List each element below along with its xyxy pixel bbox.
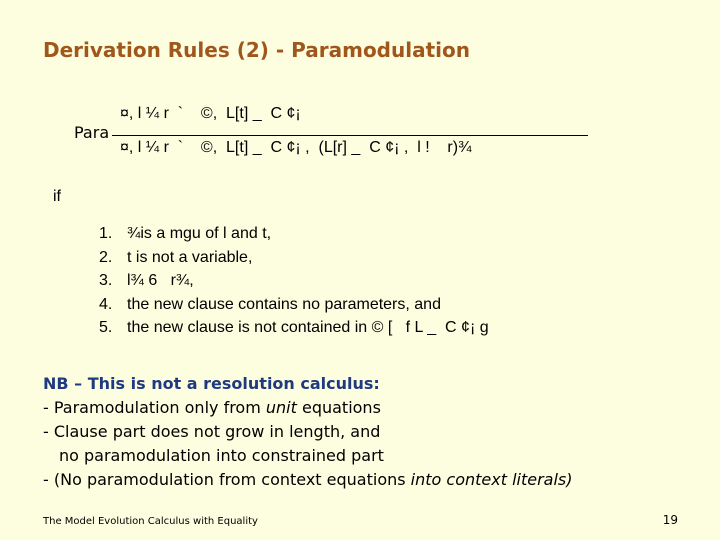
condition-text: t is not a variable,: [127, 248, 253, 266]
page-number: 19: [662, 513, 678, 527]
condition-text: l¾ 6 r¾,: [127, 272, 194, 289]
condition-item: [99, 296, 489, 320]
rule-conclusion: ¤, l ¼ r ` ©, L[t] _ C ¢¡ , (L[r] _ C ¢¡ , l ! r)¾: [120, 139, 472, 156]
condition-text: ¾is a mgu of l and t,: [127, 225, 272, 242]
nb-line: - Clause part does not grow in length, and: [43, 422, 381, 441]
rule-name: Para: [74, 123, 110, 142]
nb-line: - (No paramodulation from context equations into context literals): [43, 470, 573, 489]
condition-item: [99, 272, 489, 296]
condition-item: [99, 319, 489, 343]
footer-title: The Model Evolution Calculus with Equality: [43, 516, 258, 527]
nb-line: - Paramodulation only from unit equations: [43, 398, 381, 417]
condition-number: 3.: [99, 272, 113, 289]
inference-line: [112, 135, 588, 136]
condition-number: 2.: [99, 248, 113, 266]
nb-heading: NB – This is not a resolution calculus:: [43, 374, 380, 393]
condition-list: [99, 225, 489, 343]
nb-note: [43, 372, 573, 492]
condition-item: [99, 249, 489, 273]
slide-title: Derivation Rules (2) - Paramodulation: [43, 38, 470, 62]
condition-number: 1.: [99, 225, 113, 242]
nb-line: no paramodulation into constrained part: [59, 446, 384, 465]
rule-premise: ¤, l ¼ r ` ©, L[t] _ C ¢¡: [120, 105, 301, 122]
condition-number: 5.: [99, 319, 113, 336]
condition-text: the new clause is not contained in © [ f L _ C ¢¡ g: [127, 319, 489, 336]
condition-item: [99, 225, 489, 249]
condition-text: the new clause contains no parameters, and: [127, 295, 441, 313]
if-label: if: [53, 188, 61, 205]
condition-number: 4.: [99, 295, 113, 313]
